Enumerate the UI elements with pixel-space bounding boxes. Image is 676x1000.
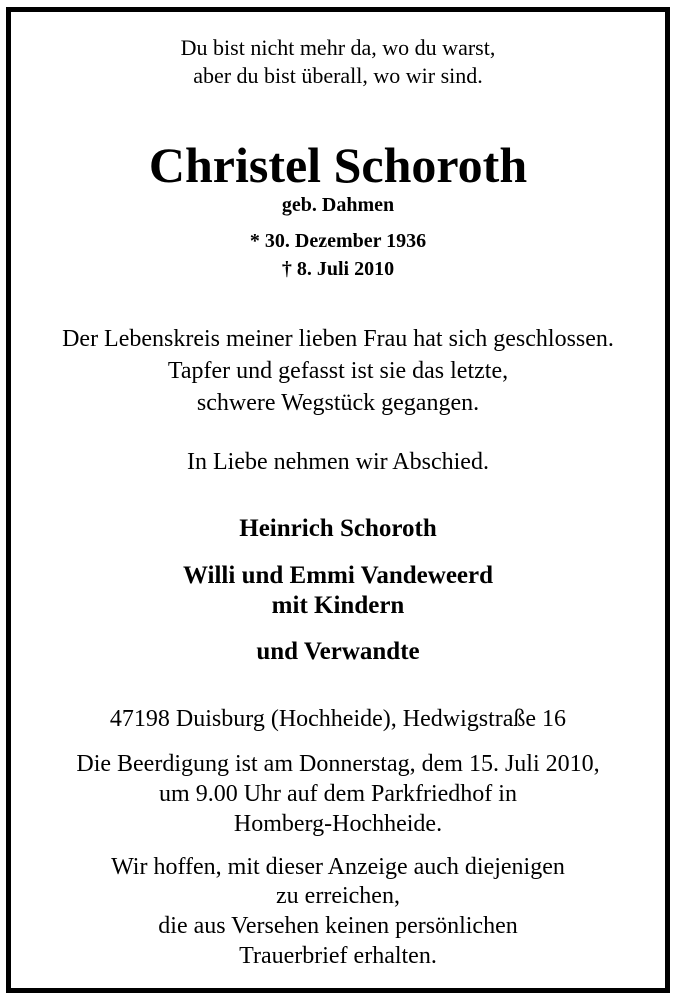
address: 47198 Duisburg (Hochheide), Hedwigstraße 16 — [109, 706, 567, 732]
notice-line-1: Wir hoffen, mit dieser Anzeige auch diejenigen — [111, 854, 565, 880]
death-date: † 8. Juli 2010 — [281, 258, 395, 280]
deceased-name: Christel Schoroth — [148, 137, 528, 193]
message-line-3: schwere Wegstück gegangen. — [196, 390, 480, 416]
mourner-1: Heinrich Schoroth — [239, 515, 437, 542]
motto-line-2: aber du bist überall, wo wir sind. — [193, 63, 483, 88]
birth-name: geb. Dahmen — [281, 194, 395, 216]
motto-line-1: Du bist nicht mehr da, wo du warst, — [180, 35, 496, 60]
message-line-2: Tapfer und gefasst ist sie das letzte, — [167, 358, 509, 384]
funeral-line-2: um 9.00 Uhr auf dem Parkfriedhof in — [159, 781, 517, 807]
farewell-line: In Liebe nehmen wir Abschied. — [187, 449, 489, 475]
mourner-relatives: und Verwandte — [256, 638, 420, 665]
notice-line-4: Trauerbrief erhalten. — [239, 943, 437, 969]
funeral-line-1: Die Beerdigung ist am Donnerstag, dem 15. Juli 2010, — [76, 751, 600, 777]
birth-date: * 30. Dezember 1936 — [249, 230, 427, 252]
funeral-line-3: Homberg-Hochheide. — [233, 811, 443, 837]
mourner-2: Willi und Emmi Vandeweerd — [182, 562, 494, 589]
notice-line-2: zu erreichen, — [276, 883, 400, 909]
mourner-2-children: mit Kindern — [271, 592, 405, 619]
notice-line-3: die aus Versehen keinen persönlichen — [158, 913, 518, 939]
message-line-1: Der Lebenskreis meiner lieben Frau hat sich geschlossen. — [62, 326, 614, 352]
